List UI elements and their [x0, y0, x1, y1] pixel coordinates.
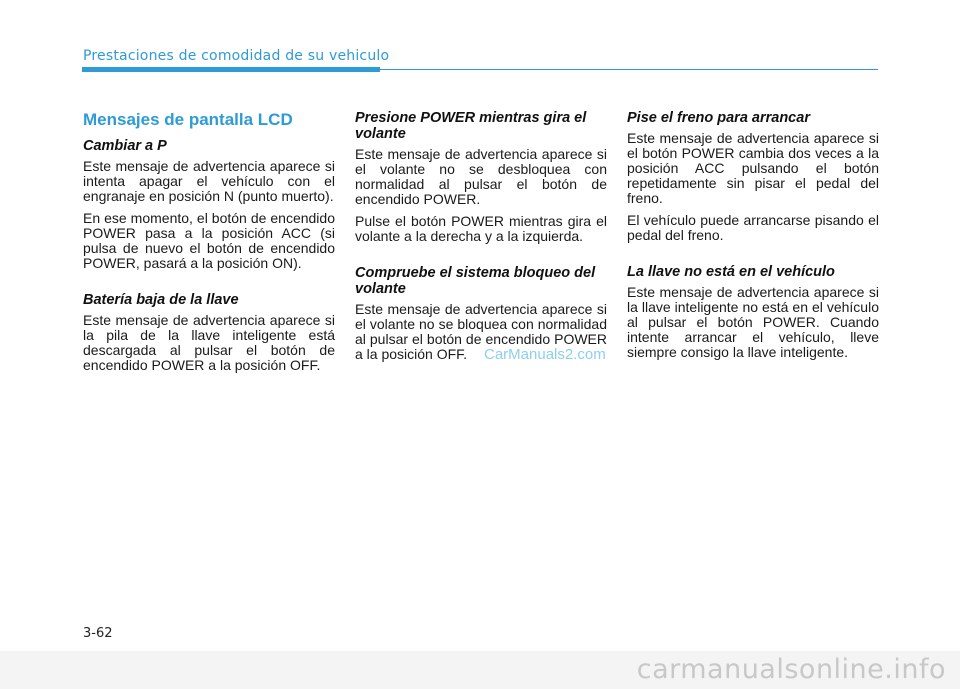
paragraph: Pulse el botón POWER mientras gira el volante a la derecha y a la izquierda. [355, 213, 607, 244]
header-rule-accent [82, 67, 380, 72]
watermark-text: CarManuals2.com [484, 346, 606, 363]
column-1 [83, 110, 335, 380]
page-number: 3-62 [83, 626, 113, 641]
paragraph: Este mensaje de advertencia aparece si la llave inteligente no está en el vehículo al pulsar el botón POWER. Cuando intente arrancar el vehículo, lleve siempre consigo la llave inteligente. [627, 284, 879, 360]
paragraph: Este mensaje de advertencia aparece si intenta apagar el vehículo con el engranaje en posición N (punto muerto). [83, 158, 335, 204]
paragraph: Este mensaje de advertencia aparece si la pila de la llave inteligente está descargada al pulsar el botón de encendido POWER a la posición OFF. [83, 312, 335, 373]
header-rule [380, 69, 878, 70]
heading-bateria-baja: Batería baja de la llave [83, 292, 239, 308]
paragraph: Este mensaje de advertencia aparece si el botón POWER cambia dos veces a la posición ACC pulsando el botón repetidamente sin pisar el pedal del freno. [627, 130, 879, 206]
section-title: Mensajes de pantalla LCD [83, 110, 293, 129]
heading-presione-power: Presione POWER mientras gira el volante [355, 110, 587, 142]
column-3 [627, 110, 879, 367]
paragraph: El vehículo puede arrancarse pisando el pedal del freno. [627, 212, 879, 243]
paragraph: Este mensaje de advertencia aparece si el volante no se desbloquea con normalidad al pulsar el botón de encendido POWER. [355, 146, 607, 207]
footer-watermark: carmanualsonline.info [636, 654, 946, 685]
page-header-title: Prestaciones de comodidad de su vehiculo [83, 48, 390, 64]
paragraph: En ese momento, el botón de encendido POWER pasa a la posición ACC (si pulsa de nuevo el botón de encendido POWER, pasará a la posición ON). [83, 210, 335, 271]
heading-cambiar-a-p: Cambiar a P [83, 138, 167, 154]
column-2 [355, 110, 607, 369]
heading-compruebe-bloqueo: Compruebe el sistema bloqueo del volante [355, 265, 596, 297]
paragraph: Este mensaje de advertencia aparece si el volante no se bloquea con normalidad al pulsar el botón de encendido POWER a la posición OFF. [355, 301, 607, 362]
heading-llave-no-esta: La llave no está en el vehículo [627, 264, 835, 280]
heading-pise-freno: Pise el freno para arrancar [627, 110, 810, 126]
